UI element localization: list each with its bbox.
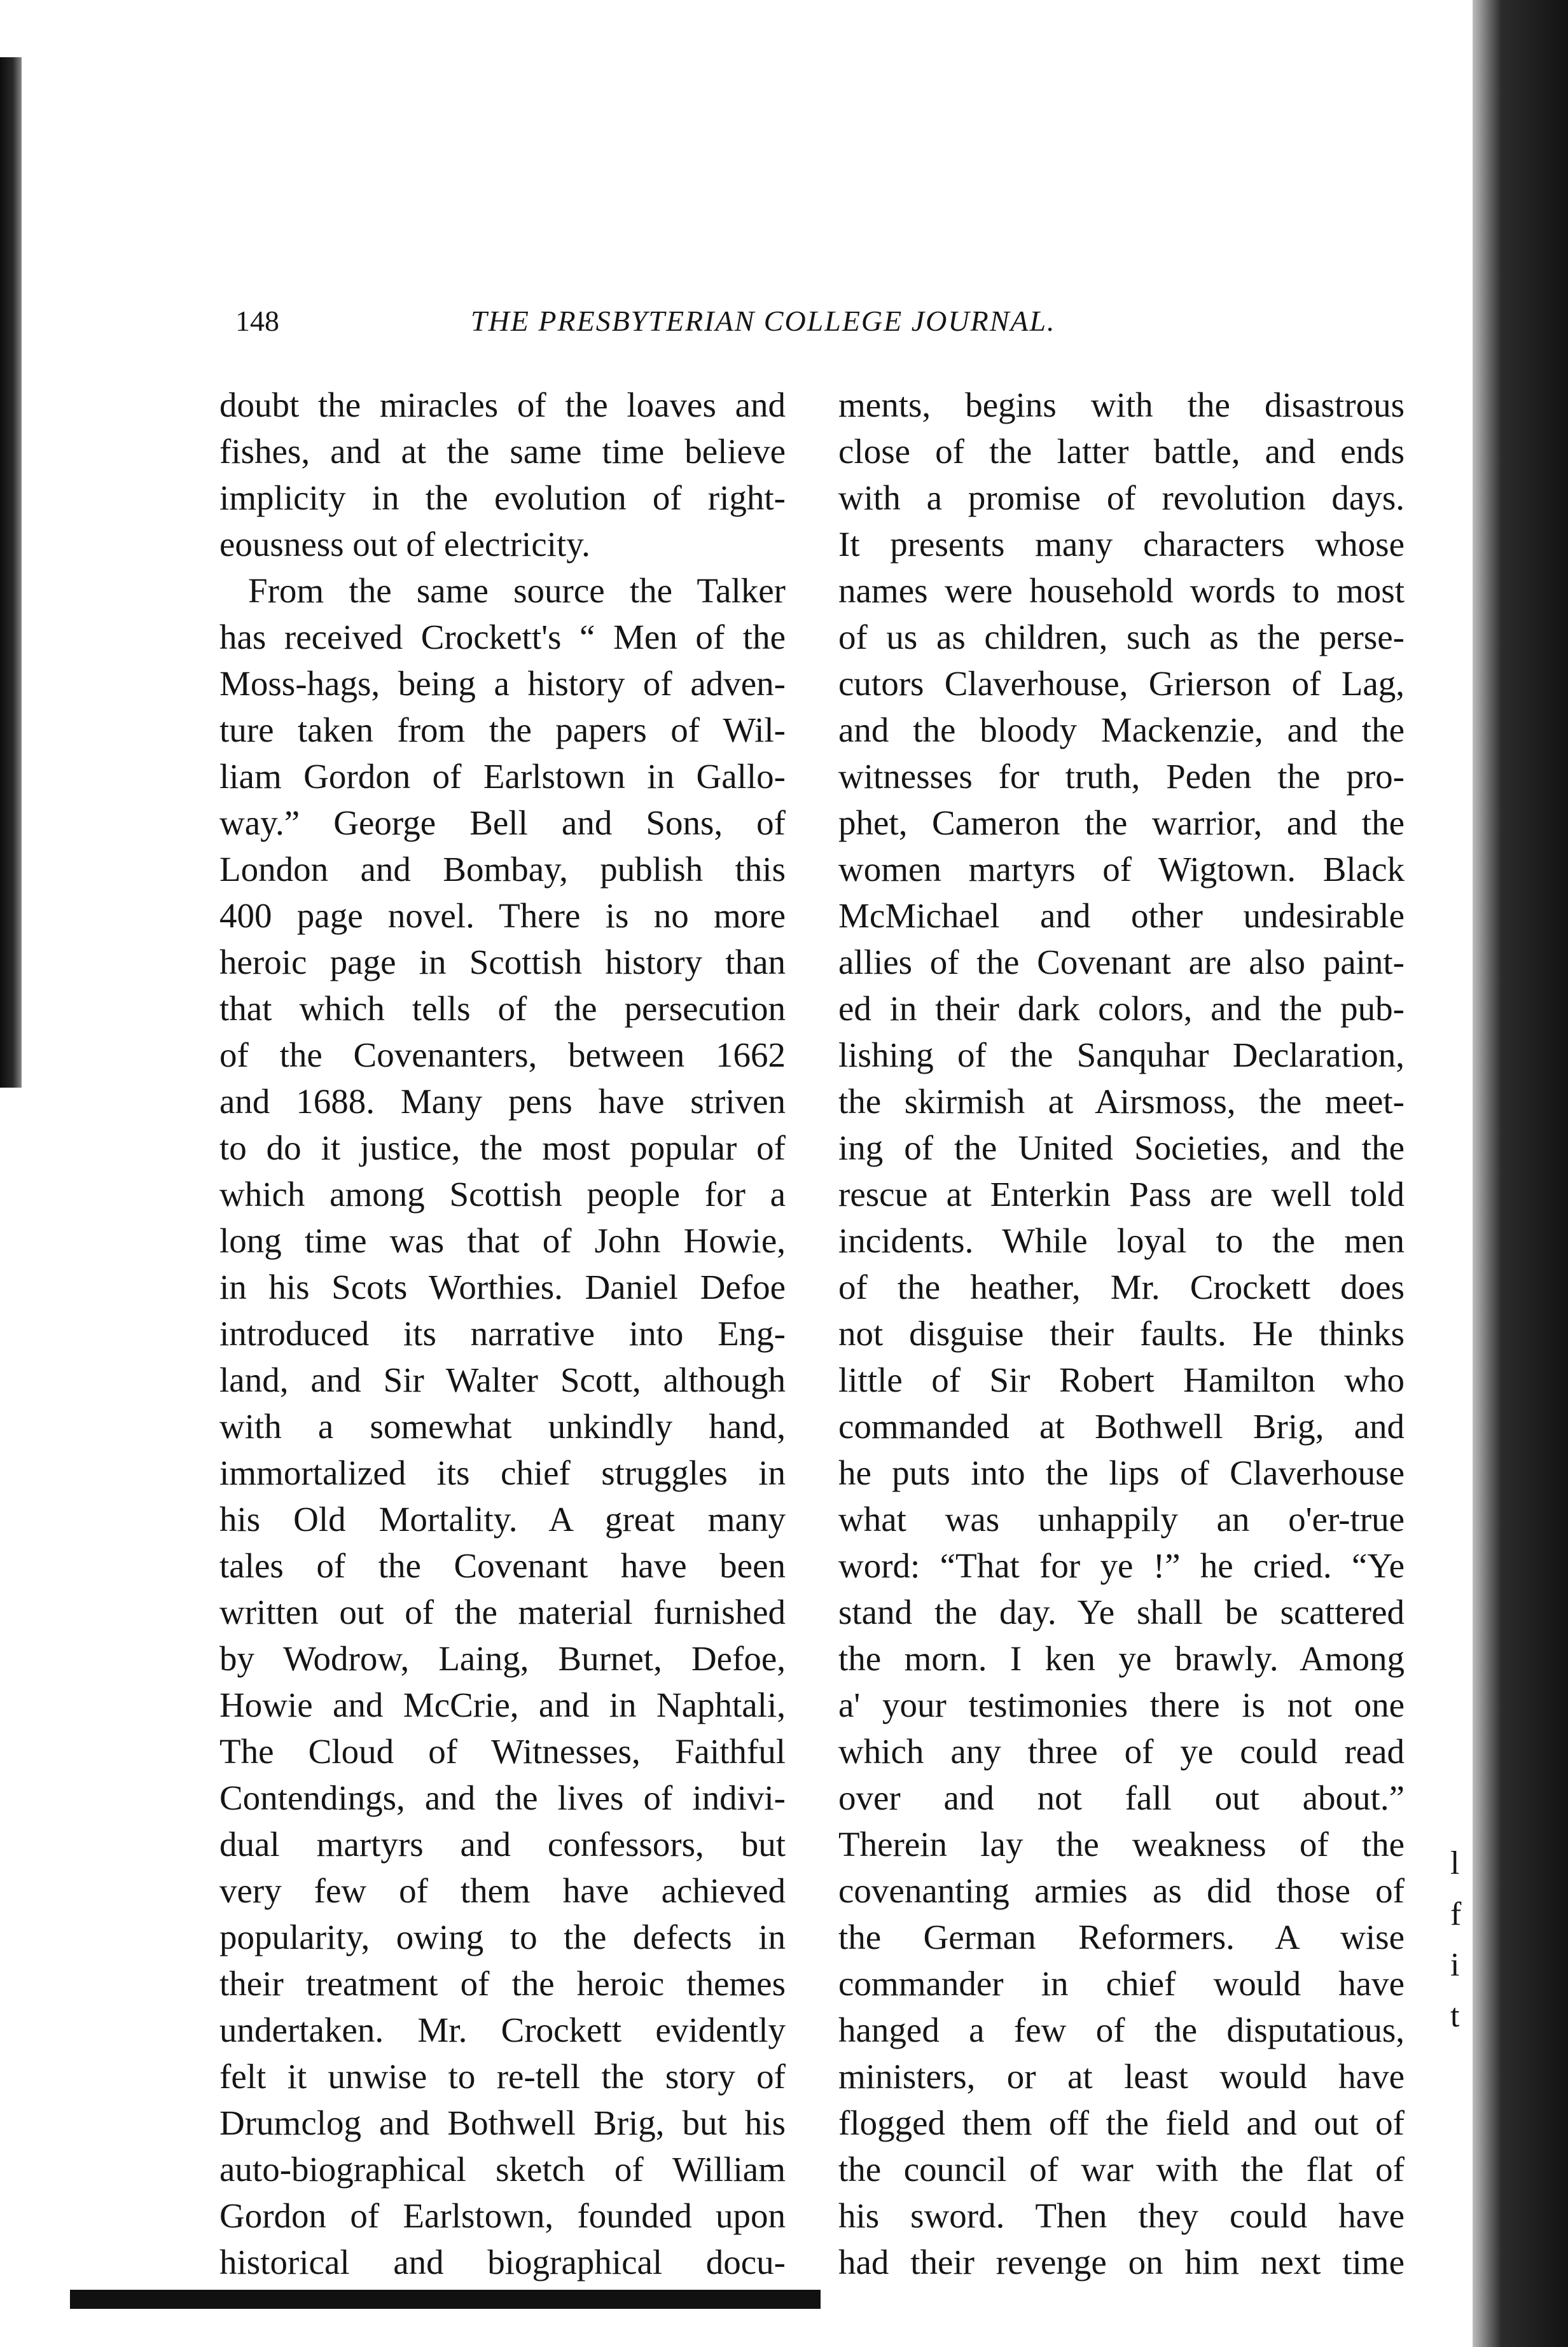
- right-column: [838, 382, 1405, 2285]
- text-line: land, and Sir Walter Scott, although: [219, 1360, 786, 1399]
- text-line: their treatment of the heroic themes: [219, 1964, 786, 2003]
- text-line: with a somewhat unkindly hand,: [219, 1407, 786, 1446]
- text-line: doubt the miracles of the loaves and: [219, 385, 786, 424]
- text-line: witnesses for truth, Peden the pro-: [838, 757, 1405, 796]
- margin-mark: t: [1450, 1998, 1460, 2034]
- text-line: long time was that of John Howie,: [219, 1221, 786, 1260]
- page-number: 148: [235, 305, 279, 337]
- text-line: a' your testimonies there is not one: [838, 1686, 1405, 1724]
- text-line: which among Scottish people for a: [219, 1175, 786, 1214]
- text-line: Therein lay the weakness of the: [838, 1825, 1405, 1864]
- text-line: felt it unwise to re-tell the story of: [219, 2057, 786, 2096]
- running-title: THE PRESBYTERIAN COLLEGE JOURNAL.: [471, 305, 1056, 337]
- text-line: introduced its narrative into Eng-: [219, 1314, 786, 1353]
- text-line: by Wodrow, Laing, Burnet, Defoe,: [219, 1639, 786, 1678]
- text-line: close of the latter battle, and ends: [838, 432, 1405, 471]
- text-line: that which tells of the persecution: [219, 989, 786, 1028]
- text-line: 400 page novel. There is no more: [219, 896, 786, 935]
- text-line: over and not fall out about.”: [838, 1778, 1405, 1817]
- text-line: incidents. While loyal to the men: [838, 1221, 1405, 1260]
- text-line: commanded at Bothwell Brig, and: [838, 1407, 1405, 1446]
- text-line: London and Bombay, publish this: [219, 850, 786, 889]
- text-line: which any three of ye could read: [838, 1732, 1405, 1771]
- scan-shadow-left: [0, 57, 22, 1088]
- text-line: implicity in the evolution of right-: [219, 478, 786, 517]
- text-line: ture taken from the papers of Wil-: [219, 710, 786, 749]
- text-line: what was unhappily an o'er-true: [838, 1500, 1405, 1539]
- text-line: fishes, and at the same time believe: [219, 432, 786, 471]
- text-line: very few of them have achieved: [219, 1871, 786, 1910]
- text-line: of the heather, Mr. Crockett does: [838, 1268, 1405, 1306]
- text-line: allies of the Covenant are also paint-: [838, 943, 1405, 981]
- margin-mark: i: [1450, 1947, 1460, 1983]
- text-line: written out of the material furnished: [219, 1593, 786, 1631]
- text-line: his sword. Then they could have: [838, 2196, 1405, 2235]
- text-line: It presents many characters whose: [838, 525, 1405, 564]
- text-line: the council of war with the flat of: [838, 2150, 1405, 2189]
- text-line: eousness out of electricity.: [219, 525, 590, 564]
- text-line: Drumclog and Bothwell Brig, but his: [219, 2103, 786, 2142]
- text-line: The Cloud of Witnesses, Faithful: [219, 1732, 786, 1771]
- text-line: ments, begins with the disastrous: [838, 385, 1405, 424]
- text-line: names were household words to most: [838, 571, 1405, 610]
- text-line: he puts into the lips of Claverhouse: [838, 1453, 1405, 1492]
- text-line: Moss-hags, being a history of adven-: [219, 664, 786, 703]
- text-line: lishing of the Sanquhar Declaration,: [838, 1035, 1405, 1074]
- text-line: historical and biographical docu-: [219, 2243, 786, 2281]
- text-line: popularity, owing to the defects in: [219, 1918, 786, 1956]
- text-line: the German Reformers. A wise: [838, 1918, 1405, 1956]
- text-line: liam Gordon of Earlstown in Gallo-: [219, 757, 786, 796]
- text-line: cutors Claverhouse, Grierson of Lag,: [838, 664, 1405, 703]
- text-line: covenanting armies as did those of: [838, 1871, 1405, 1910]
- text-line: with a promise of revolution days.: [838, 478, 1405, 517]
- text-line: and the bloody Mackenzie, and the: [838, 710, 1405, 749]
- text-line: has received Crockett's “ Men of the: [219, 618, 786, 656]
- text-line: word: “That for ye !” he cried. “Ye: [838, 1546, 1405, 1585]
- text-line: Contendings, and the lives of indivi-: [219, 1778, 786, 1817]
- text-line: ministers, or at least would have: [838, 2057, 1405, 2096]
- text-line: Gordon of Earlstown, founded upon: [219, 2196, 786, 2235]
- text-line: the skirmish at Airsmoss, the meet-: [838, 1082, 1405, 1121]
- text-line: of the Covenanters, between 1662: [219, 1035, 786, 1074]
- text-line: heroic page in Scottish history than: [219, 943, 786, 981]
- text-line: McMichael and other undesirable: [838, 896, 1405, 935]
- scan-shadow-right: [1473, 0, 1568, 2347]
- text-line: ed in their dark colors, and the pub-: [838, 989, 1405, 1028]
- text-line: had their revenge on him next time: [838, 2243, 1405, 2281]
- left-column: [219, 382, 786, 2285]
- margin-mark: l: [1450, 1845, 1460, 1881]
- text-line: commander in chief would have: [838, 1964, 1405, 2003]
- margin-mark: f: [1450, 1896, 1462, 1932]
- text-line: stand the day. Ye shall be scattered: [838, 1593, 1405, 1631]
- text-line: tales of the Covenant have been: [219, 1546, 786, 1585]
- text-line: rescue at Enterkin Pass are well told: [838, 1175, 1405, 1214]
- text-line: not disguise their faults. He thinks: [838, 1314, 1405, 1353]
- text-line: the morn. I ken ye brawly. Among: [838, 1639, 1405, 1678]
- text-line: way.” George Bell and Sons, of: [219, 803, 786, 842]
- text-line: hanged a few of the disputatious,: [838, 2011, 1405, 2049]
- text-line: ing of the United Societies, and the: [838, 1128, 1405, 1167]
- scan-bottom-rule: [70, 2290, 821, 2309]
- text-line: in his Scots Worthies. Daniel Defoe: [219, 1268, 786, 1306]
- text-line: phet, Cameron the warrior, and the: [838, 803, 1405, 842]
- text-line: undertaken. Mr. Crockett evidently: [219, 2011, 786, 2049]
- text-line: to do it justice, the most popular of: [219, 1128, 786, 1167]
- text-line: and 1688. Many pens have striven: [219, 1082, 786, 1121]
- text-line: Howie and McCrie, and in Naphtali,: [219, 1686, 786, 1724]
- text-line: of us as children, such as the perse-: [838, 618, 1405, 656]
- text-line: flogged them off the field and out of: [838, 2103, 1405, 2142]
- text-line: little of Sir Robert Hamilton who: [838, 1360, 1405, 1399]
- text-line: immortalized its chief struggles in: [219, 1453, 786, 1492]
- text-line: women martyrs of Wigtown. Black: [838, 850, 1405, 889]
- text-line: From the same source the Talker: [248, 571, 786, 610]
- text-line: auto-biographical sketch of William: [219, 2150, 786, 2189]
- text-line: his Old Mortality. A great many: [219, 1500, 786, 1539]
- text-line: dual martyrs and confessors, but: [219, 1825, 786, 1864]
